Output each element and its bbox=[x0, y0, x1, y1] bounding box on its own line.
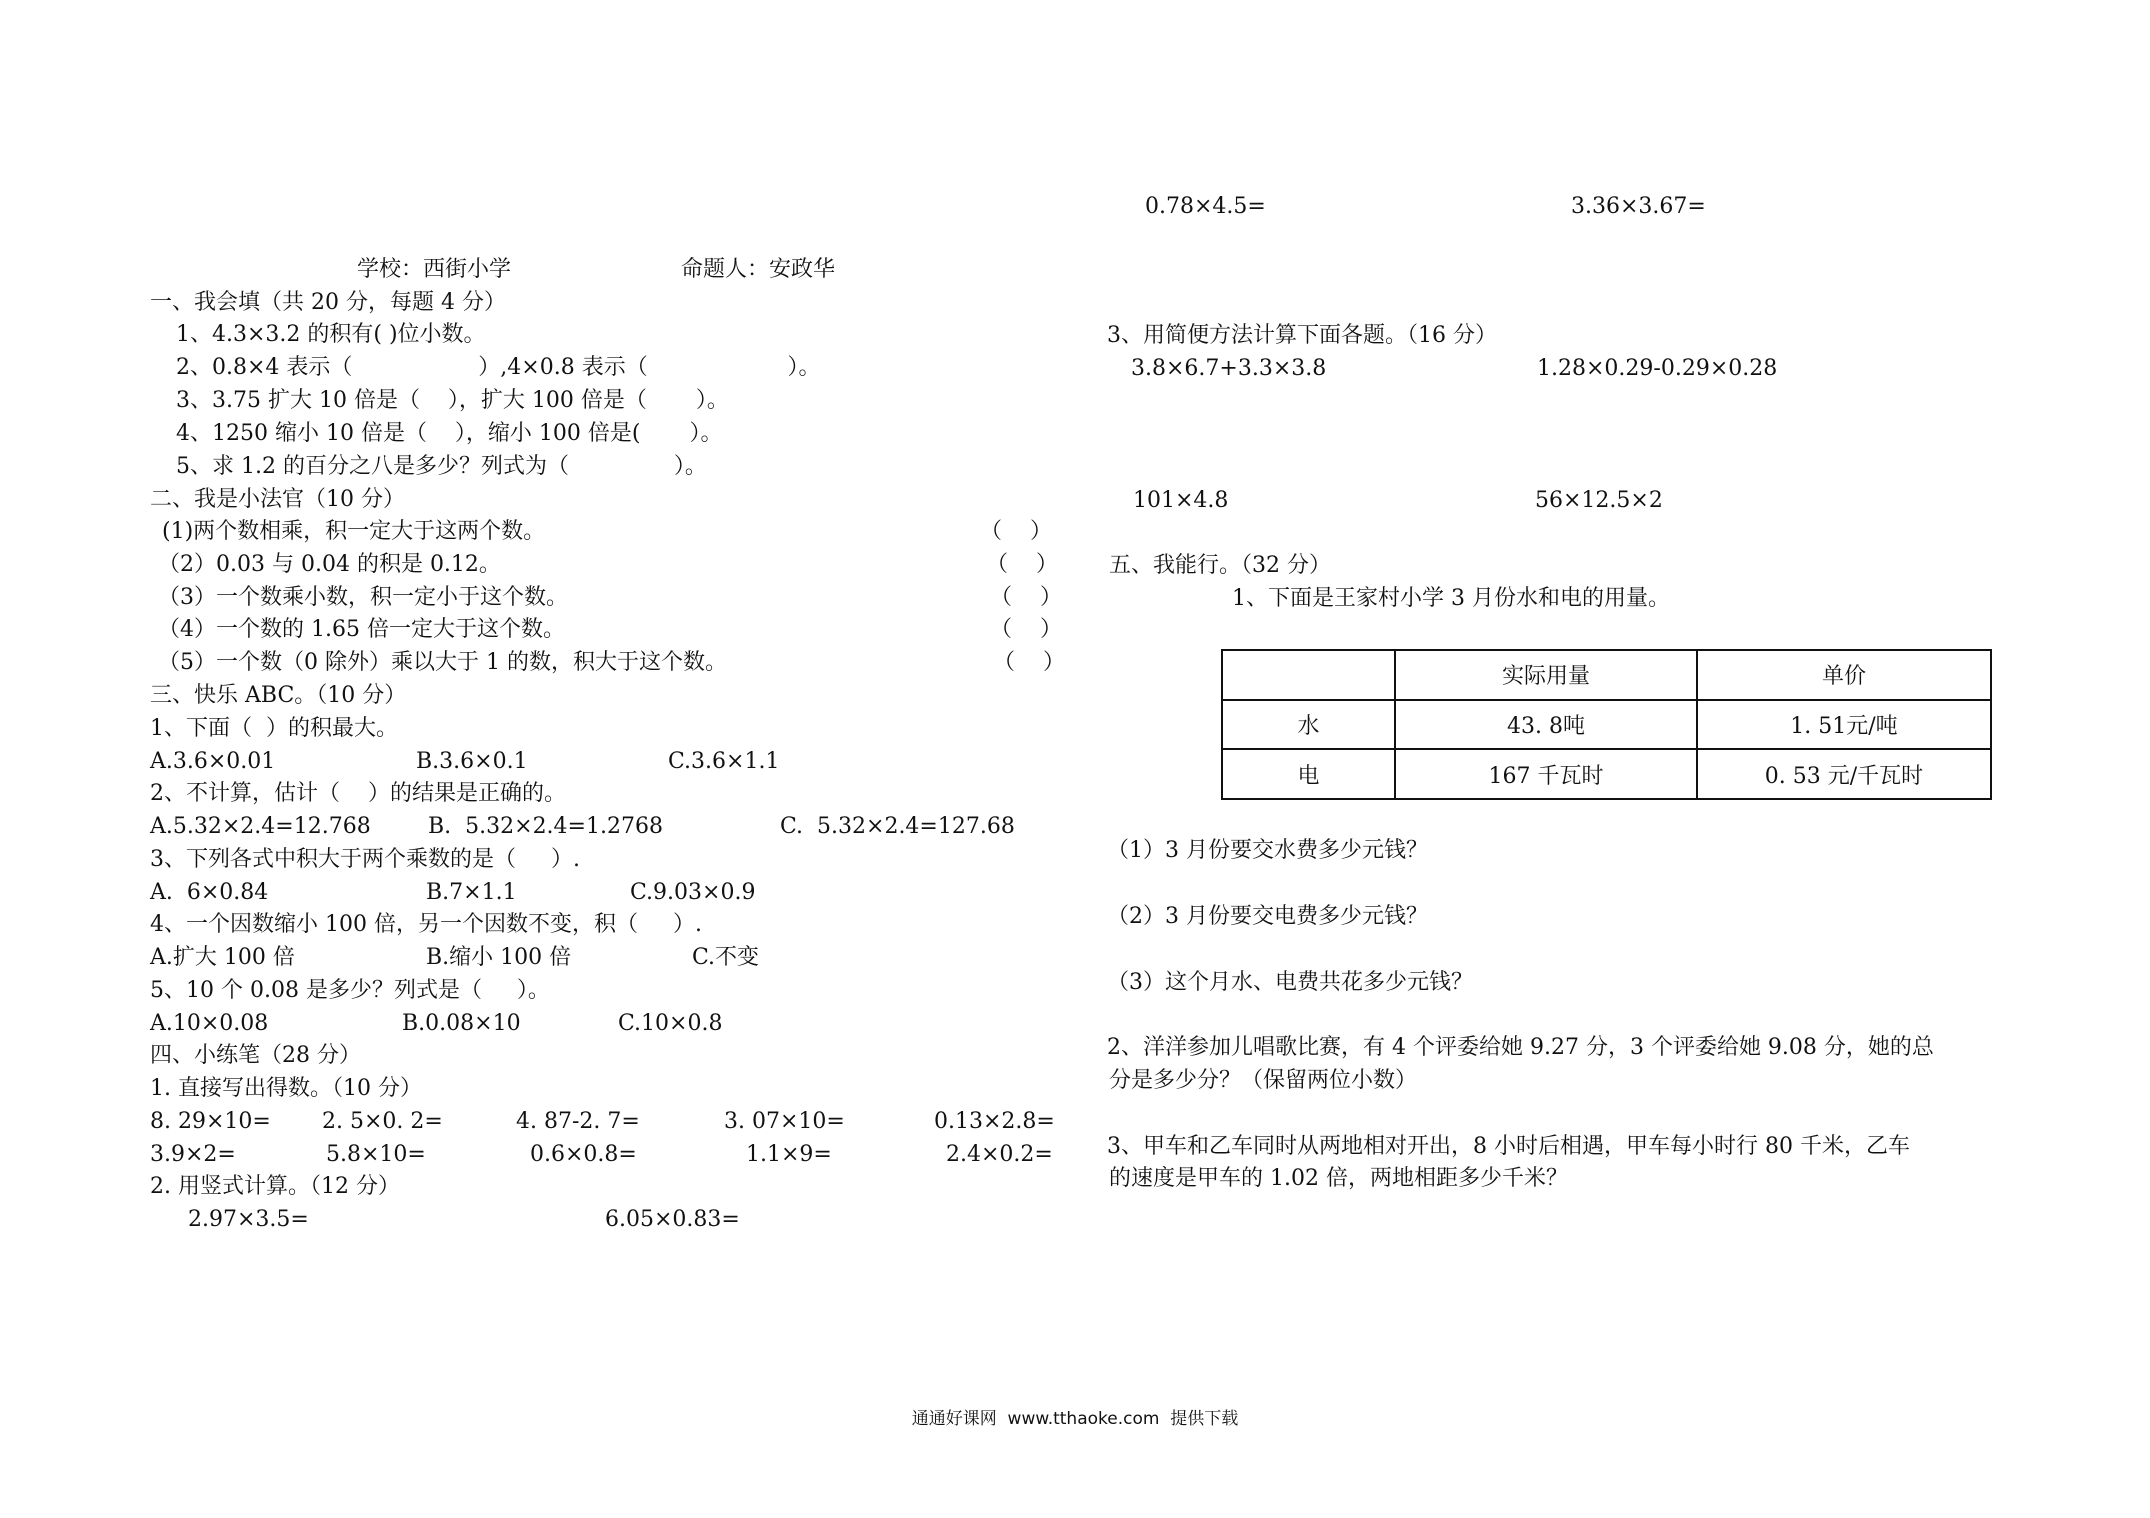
s2-item-3: （3）一个数乘小数，积一定小于这个数。 bbox=[158, 585, 568, 610]
s2-item-2: （2）0.03 与 0.04 的积是 0.12。 bbox=[158, 552, 501, 577]
s3-q4: 4、一个因数缩小 100 倍，另一个因数不变，积（ ）. bbox=[150, 912, 702, 937]
s3-q3-option-b: B.7×1.1 bbox=[426, 880, 517, 905]
s3-q1: 1、下面（ ）的积最大。 bbox=[150, 716, 398, 741]
s5-q1: 1、下面是王家村小学 3 月份水和电的用量。 bbox=[1232, 586, 1670, 611]
s2-paren-5: （ ） bbox=[993, 650, 1065, 675]
mental-calc-1-3: 4. 87-2. 7= bbox=[516, 1109, 640, 1134]
author-label: 命题人：安政华 bbox=[681, 257, 836, 282]
s3-q1-option-a: A.3.6×0.01 bbox=[150, 749, 276, 774]
mental-calc-2-4: 1.1×9= bbox=[746, 1142, 832, 1167]
vertical-calc-3: 0.78×4.5= bbox=[1145, 194, 1266, 219]
s3-q5-option-a: A.10×0.08 bbox=[150, 1011, 269, 1036]
s1-item-3: 3、3.75 扩大 10 倍是（ ），扩大 100 倍是（ ）。 bbox=[176, 388, 729, 413]
s1-item-2: 2、0.8×4 表示（ ）,4×0.8 表示（ ）。 bbox=[176, 355, 821, 380]
s3-q2: 2、不计算，估计（ ）的结果是正确的。 bbox=[150, 781, 566, 806]
s3-q3-option-a: A. 6×0.84 bbox=[150, 880, 269, 905]
s4-sub-3: 3、用简便方法计算下面各题。（16 分） bbox=[1107, 323, 1497, 348]
s3-q4-option-c: C.不变 bbox=[692, 945, 760, 970]
mental-calc-2-1: 3.9×2= bbox=[150, 1142, 236, 1167]
vertical-calc-2: 6.05×0.83= bbox=[605, 1207, 740, 1232]
section-2-title: 二、我是小法官（10 分） bbox=[150, 487, 405, 512]
table-header-cell: 单价 bbox=[1697, 650, 1991, 700]
mental-calc-1-1: 8. 29×10= bbox=[150, 1109, 271, 1134]
s3-q2-option-a: A.5.32×2.4=12.768 bbox=[150, 814, 371, 839]
table-cell: 电 bbox=[1222, 749, 1395, 799]
mental-calc-2-3: 0.6×0.8= bbox=[530, 1142, 637, 1167]
s2-paren-4: （ ） bbox=[990, 617, 1062, 642]
table-header-cell bbox=[1222, 650, 1395, 700]
footer-credit: 通通好课网 www.tthaoke.com 提供下载 bbox=[911, 1409, 1239, 1429]
table-cell: 0. 53 元/千瓦时 bbox=[1697, 749, 1991, 799]
mental-calc-2-2: 5.8×10= bbox=[326, 1142, 426, 1167]
table-row bbox=[1222, 749, 1991, 799]
s3-q2-option-b: B. 5.32×2.4=1.2768 bbox=[428, 814, 663, 839]
usage-table bbox=[1221, 649, 1992, 800]
section-5-title: 五、我能行。（32 分） bbox=[1109, 553, 1331, 578]
simple-calc-2: 1.28×0.29-0.29×0.28 bbox=[1537, 356, 1778, 381]
school-label: 学校：西街小学 bbox=[357, 257, 512, 282]
s5-sub-2: （2）3 月份要交电费多少元钱？ bbox=[1107, 904, 1428, 929]
s3-q1-option-b: B.3.6×0.1 bbox=[416, 749, 528, 774]
vertical-calc-4: 3.36×3.67= bbox=[1571, 194, 1706, 219]
mental-calc-1-5: 0.13×2.8= bbox=[934, 1109, 1055, 1134]
s3-q5-option-b: B.0.08×10 bbox=[402, 1011, 521, 1036]
s3-q4-option-b: B.缩小 100 倍 bbox=[426, 945, 572, 970]
s5-sub-1: （1）3 月份要交水费多少元钱？ bbox=[1107, 838, 1428, 863]
s5-q2-line-2: 分是多少分？（保留两位小数） bbox=[1109, 1068, 1418, 1093]
s1-item-5: 5、求 1.2 的百分之八是多少？列式为（ ）。 bbox=[176, 454, 707, 479]
simple-calc-1: 3.8×6.7+3.3×3.8 bbox=[1131, 356, 1327, 381]
s5-q2-line-1: 2、洋洋参加儿唱歌比赛，有 4 个评委给她 9.27 分，3 个评委给她 9.08 分，她的总 bbox=[1107, 1035, 1934, 1060]
section-1-title: 一、我会填（共 20 分，每题 4 分） bbox=[150, 290, 506, 315]
mental-calc-2-5: 2.4×0.2= bbox=[946, 1142, 1053, 1167]
s2-item-4: （4）一个数的 1.65 倍一定大于这个数。 bbox=[158, 617, 565, 642]
s5-sub-3: （3）这个月水、电费共花多少元钱？ bbox=[1107, 970, 1473, 995]
mental-calc-1-2: 2. 5×0. 2= bbox=[322, 1109, 443, 1134]
s3-q1-option-c: C.3.6×1.1 bbox=[668, 749, 780, 774]
s2-paren-2: （ ） bbox=[986, 552, 1058, 577]
s5-q3-line-1: 3、甲车和乙车同时从两地相对开出，8 小时后相遇，甲车每小时行 80 千米，乙车 bbox=[1107, 1134, 1910, 1159]
table-header-row bbox=[1222, 650, 1991, 700]
s3-q3-option-c: C.9.03×0.9 bbox=[630, 880, 756, 905]
s2-item-5: （5）一个数（0 除外）乘以大于 1 的数，积大于这个数。 bbox=[158, 650, 727, 675]
table-row bbox=[1222, 700, 1991, 750]
simple-calc-3: 101×4.8 bbox=[1133, 488, 1229, 513]
table-cell: 1. 51元/吨 bbox=[1697, 700, 1991, 750]
s1-item-1: 1、4.3×3.2 的积有( )位小数。 bbox=[176, 322, 486, 347]
s2-item-1: (1)两个数相乘，积一定大于这两个数。 bbox=[162, 519, 546, 544]
table-cell: 水 bbox=[1222, 700, 1395, 750]
s3-q3: 3、下列各式中积大于两个乘数的是（ ）. bbox=[150, 847, 580, 872]
vertical-calc-1: 2.97×3.5= bbox=[188, 1207, 309, 1232]
s5-q3-line-2: 的速度是甲车的 1.02 倍，两地相距多少千米？ bbox=[1109, 1166, 1568, 1191]
section-3-title: 三、快乐 ABC。（10 分） bbox=[150, 683, 407, 708]
s3-q5: 5、10 个 0.08 是多少？列式是（ ）。 bbox=[150, 978, 550, 1003]
simple-calc-4: 56×12.5×2 bbox=[1535, 488, 1663, 513]
section-4-title: 四、小练笔（28 分） bbox=[150, 1043, 361, 1068]
table-cell: 43. 8吨 bbox=[1395, 700, 1697, 750]
s2-paren-3: （ ） bbox=[990, 585, 1062, 610]
s1-item-4: 4、1250 缩小 10 倍是（ ），缩小 100 倍是( ）。 bbox=[176, 421, 723, 446]
s4-sub-2: 2. 用竖式计算。（12 分） bbox=[150, 1174, 400, 1199]
mental-calc-1-4: 3. 07×10= bbox=[724, 1109, 845, 1134]
s3-q4-option-a: A.扩大 100 倍 bbox=[150, 945, 295, 970]
s3-q5-option-c: C.10×0.8 bbox=[618, 1011, 723, 1036]
s2-paren-1: （ ） bbox=[980, 519, 1052, 544]
table-header-cell: 实际用量 bbox=[1395, 650, 1697, 700]
table-cell: 167 千瓦时 bbox=[1395, 749, 1697, 799]
s3-q2-option-c: C. 5.32×2.4=127.68 bbox=[780, 814, 1015, 839]
s4-sub-1: 1. 直接写出得数。（10 分） bbox=[150, 1076, 422, 1101]
